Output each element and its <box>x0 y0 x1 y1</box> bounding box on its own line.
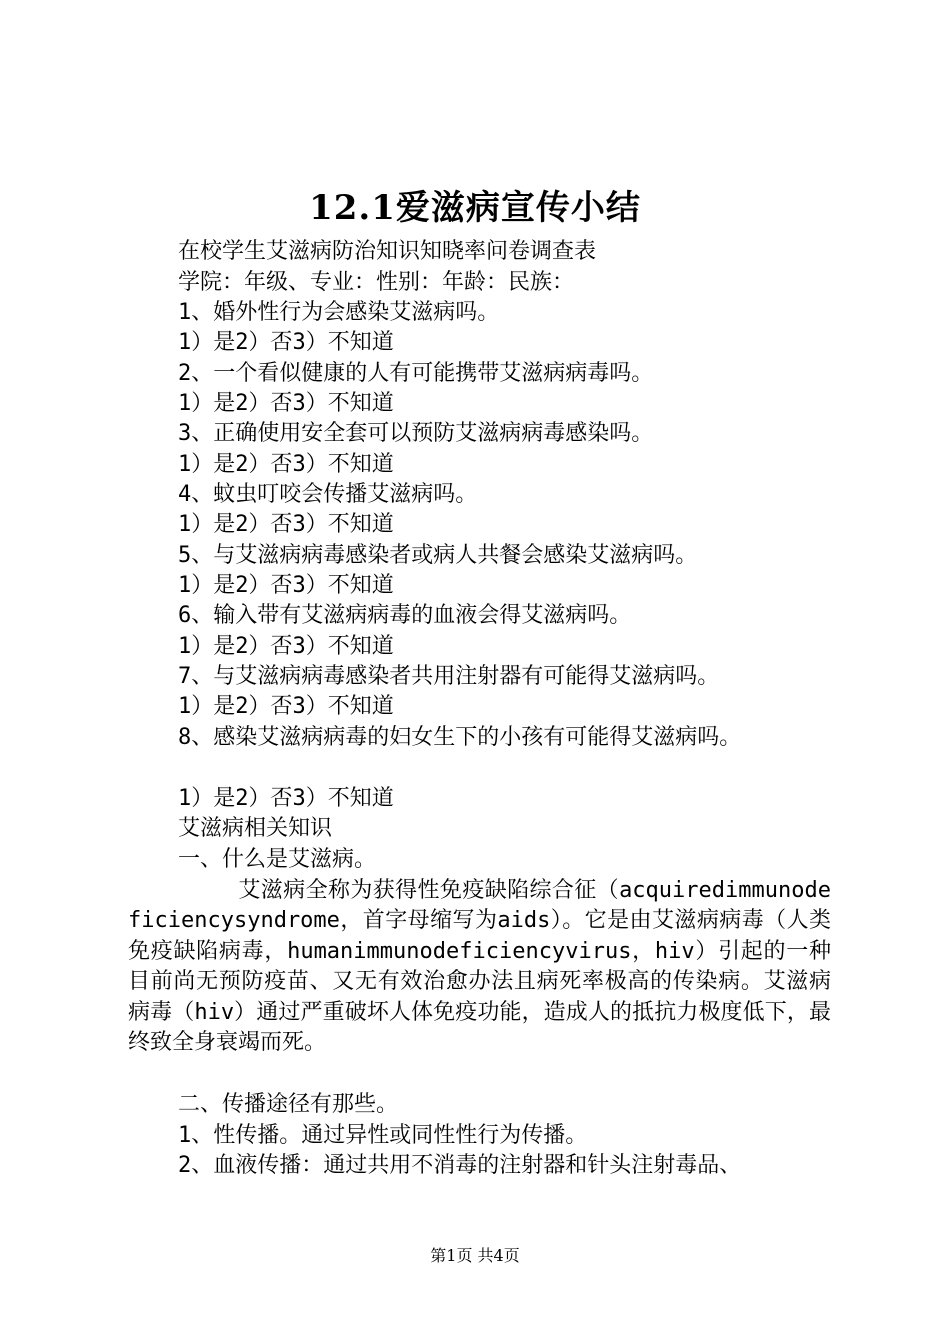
question-line: 2、一个看似健康的人有可能携带艾滋病病毒吗。 <box>178 361 654 386</box>
question-line: 1、婚外性行为会感染艾滋病吗。 <box>178 300 500 325</box>
question-line: 6、输入带有艾滋病病毒的血液会得艾滋病吗。 <box>178 603 632 628</box>
answer-options: 1）是2）否3）不知道 <box>178 634 394 659</box>
text-line: 学院：年级、专业：性别：年龄：民族： <box>178 270 575 295</box>
text-line: 在校学生艾滋病防治知识知晓率问卷调查表 <box>178 239 597 264</box>
question-line: 3、正确使用安全套可以预防艾滋病病毒感染吗。 <box>178 421 654 446</box>
page-footer: 第1页 共4页 <box>430 1246 520 1265</box>
section-heading: 二、传播途径有那些。 <box>178 1092 399 1117</box>
question-line: 8、感染艾滋病病毒的妇女生下的小孩有可能得艾滋病吗。 <box>178 725 742 750</box>
paragraph-text: 艾滋病全称为获得性免疫缺陷综合征（acquiredimmunodeficiencysyndrome，首字母缩写为aids）。它是由艾滋病病毒（人类免疫缺陷病毒，humanimmunodeficiencyvirus，hiv）引起的一种目前尚无预防疫苗、又无有效治愈办法且病死率极高的传染病。艾滋病病毒（hiv）通过严重破坏人体免疫功能，造成人的抵抗力极度低下，最终致全身衰竭而死。 <box>128 878 831 1056</box>
answer-options: 1）是2）否3）不知道 <box>178 694 394 719</box>
body-paragraph <box>128 876 831 1058</box>
text-line: 2、血液传播：通过共用不消毒的注射器和针头注射毒品、 <box>178 1153 742 1178</box>
section-heading: 艾滋病相关知识 <box>178 816 333 841</box>
answer-options: 1）是2）否3）不知道 <box>178 391 394 416</box>
answer-options: 1）是2）否3）不知道 <box>178 573 394 598</box>
question-line: 4、蚊虫叮咬会传播艾滋病吗。 <box>178 482 478 507</box>
question-line: 5、与艾滋病病毒感染者或病人共餐会感染艾滋病吗。 <box>178 543 698 568</box>
answer-options: 1）是2）否3）不知道 <box>178 330 394 355</box>
text-line: 1、性传播。通过异性或同性性行为传播。 <box>178 1123 588 1148</box>
answer-options: 1）是2）否3）不知道 <box>178 452 394 477</box>
answer-options: 1）是2）否3）不知道 <box>178 512 394 537</box>
section-heading: 一、什么是艾滋病。 <box>178 847 377 872</box>
question-line: 7、与艾滋病病毒感染者共用注射器有可能得艾滋病吗。 <box>178 664 720 689</box>
page-title: 12.1爱滋病宣传小结 <box>309 188 641 228</box>
answer-options: 1）是2）否3）不知道 <box>178 786 394 811</box>
